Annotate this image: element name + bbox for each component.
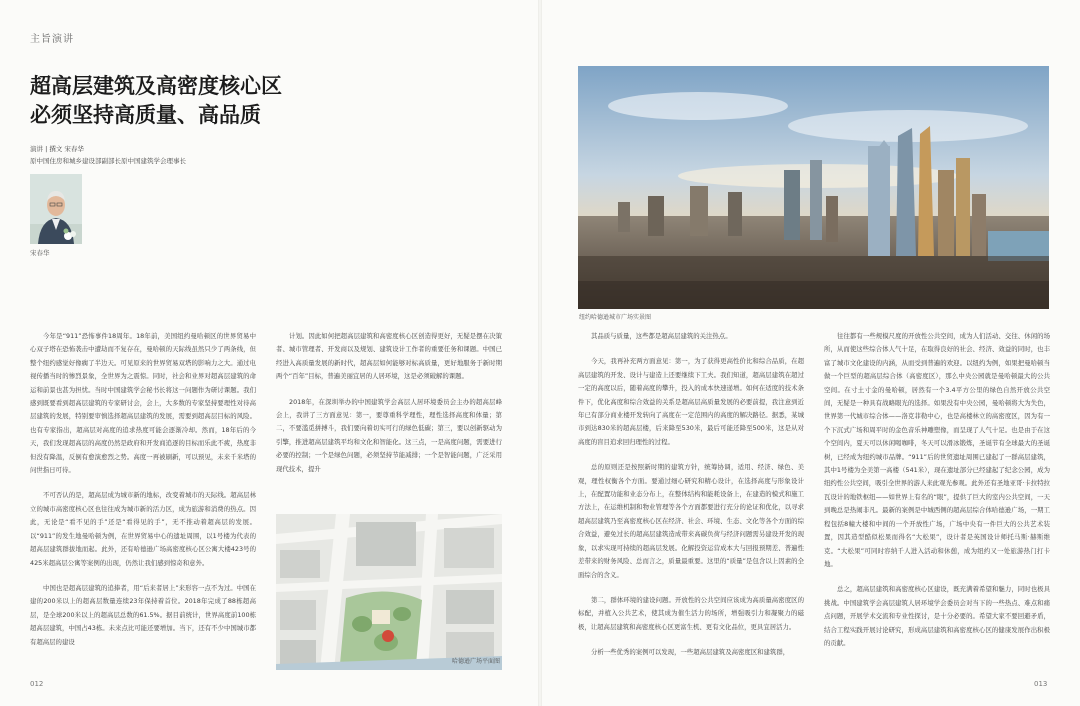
page-number-left: 012	[30, 680, 44, 688]
paragraph: 2018年，在深圳举办的中国建筑学会高层人居环境委员会主办的超高层峰会上，我讲了三方面意见：第一，要尊重科学理性，理性选择高度和体量；第二，不要滥觅拼搏斗，我们要向着切实可行的绿色低碳；第三，要以创新驱动为引擎，推进超高层建筑平均和文化和智能化。这三点，一是高度问题，需要进行必要的控制；一个是绿色问题，必须坚持节能减排；一个是智能问题，广泛采用现代技术，提升	[276, 397, 502, 473]
city-skyline-photo	[578, 66, 1049, 309]
article-title	[30, 72, 282, 130]
text-column-3	[578, 330, 804, 672]
paragraph: 往往都有一些规模尺度的开放性公共空间，成为人们活动、交往、休闲的场所，从而使这些综合体人气十足，在取得良好的社会、经济、效益的同时，也丰富了城市文化建设的内涵，从而受到普遍的欢迎。以纽约为例，如果把曼哈顿当做一个巨型的超高层综合体（高密度区），那么中央公园就是曼哈顿最大的公共空间。在寸土寸金的曼哈顿，居然有一个3.4平方公里的绿色自然开放公共空间，无疑是一种具有战略眼光的选择。如果没有中央公园，曼哈顿将大为失色，世界第一代城市综合体——洛克菲勒中心，也是高楼林立的高密度区，因为有一个下沉式广场和周平时的金色音乐神雕塑像，而呈现了人气十足。也是由于在这个空间内，夏天可以休闲喝咖啡，冬天可以滑冰锻炼，圣诞节有全球最大的圣诞树，已经成为纽约城市品牌。“911”后的世贸遗址周围已建起了一群高层建筑，其中1号楼为全美第一高楼（541米），现在遗址部分已经建起了纪念公园，成为纽约性公共空间，吸引全世界的游人来此观光参观。此外还有圣地亚哥·卡拉特拉瓦设计的地铁枢纽——如世界上有名的“眼”，提供了巨大的室内公共空间，一天到晚总是热闹非凡。最新的案例是中城西侧的超高层综合体哈德逊广场，一期工程包括8幢大楼和中间的一个开放性广场，广场中央有一件巨大的公共艺术装置，因其造型酷似松果而得名“大松果”，设计者是英国设计师托马斯·赫斯维克。“大松果”可同时容纳千人进入活动和休憩，成为纽约又一处旅游热门打卡地。	[824, 332, 1050, 568]
paragraph: 今天，我再补充两方面意见：第一，为了获得更高性价比和综合品质，在超高层建筑的开发、设计与建造上还要继续下工夫。我们知道，超高层建筑在超过一定的高度以后，随着高度的攀升，投入的成本快速递增。如何在适度的技术条件下，优化高度和综合效益的关系是超高层高质量发展的必要前提，我注意到近年已有部分商业楼开发转向了高度在一定范围内的高度的解决路径。据悉，某城市到达830米的超高层楼，后来降至530米，最后可能还降至500米，这是从对高度的盲目追求回归理性的过程。	[578, 357, 804, 446]
title-line-1: 超高层建筑及高密度核心区	[30, 74, 282, 98]
paragraph: 计划。因此如何把超高层建筑和高密度核心区创造得更好，无疑是摆在决策者、城市管理者、开发商以及规划、建筑设计工作者的重要任务和课题。中国已经进入高质量发展的新时代，超高层如何能够对标高质量，更好地服务于新时期两个“百年”目标，普遍美丽宜居的人居环境，这是必须破解的课题。	[276, 332, 502, 381]
paragraph: 中国也是超高层建筑的追捧者，用“后来者居上”来形容一点不为过。中国在建的200米以上的超高层数量连续23年保持着首位。2018年完成了88栋超高层，是全球200米以上的超高层总数的61.5%。据目前统计，世界高度前100栋超高层建筑，中国占43栋。未来点比可能还要增加。当下，还有不少中国城市都有超高层的建设	[30, 583, 256, 646]
byline-author: 演讲 | 撰文 宋春华	[30, 145, 84, 153]
byline	[30, 143, 186, 167]
paragraph: 今年是“911”恐怖事件18周年。18年前，美国纽约曼哈顿区的世界贸易中心双子塔在恐怖袭击中遭劫而不复存在，曼哈顿的天际线虽然只少了两条线，但整个纽约感觉好像瘸了半边天。可见原来的世界贸易双塔的影响力之大。通过电视传播当时的惨烈景象，全世界为之震惊。同时，社会和业界对超高层建筑的命运和前景也甚为担忧。当时中国建筑学会秘书长将这一问题作为研讨课题。我们感到既要看到超高层建筑的专家研讨会，会上，大多数的专家坚持要理性对待高层建筑的发展，特别要审慎选择超高层建筑的发展，需要到超高层目标的风险。也有专家指出，超高层对高度的追求热度可能会逐渐冷却。然而，18年后的今天，我们发现超高层的高度仍然是政府和开发商追逐的目标而乐此不疲，热度非但没有降温，反倒有愈演愈烈之势。高度一再被刷新，可以预见，未来千米塔的问世指日可待。	[30, 332, 256, 475]
title-line-2: 必须坚持高质量、高品质	[30, 103, 261, 127]
text-column-4	[824, 330, 1050, 662]
section-label: 主旨演讲	[30, 34, 74, 45]
text-column-2	[276, 330, 502, 488]
map-caption: 哈德逊广场平面图	[452, 658, 501, 665]
site-plan-map	[276, 514, 502, 670]
paragraph: 总之，超高层建筑和高密度核心区建设，既充满着希望和魅力，同时也极具挑战。中国建筑学会高层建筑人居环境学会委员会对当下的一些热点、难点和痛点问题，开展学术交流和专业性探讨，是十分必要的。希望大家不要回避矛盾，结合工程实践开展讨论研究，形成高层建筑和高密度核心区的健康发展作出积极的贡献。	[824, 585, 1050, 647]
author-portrait	[30, 174, 82, 244]
page-number-right: 013	[1034, 680, 1048, 688]
photo-caption: 纽约哈德逊城市广场实景图	[579, 314, 652, 321]
paragraph: 分析一些优秀的案例可以发现，一些超高层建筑及高密度区和建筑群，	[591, 648, 790, 657]
page-gutter	[538, 0, 542, 706]
paragraph: 第二，群体环境的建设问题。开放性的公共空间应该成为高质量高密度区的标配，并植入公共艺术，使其成为催生活力的场所，增强吸引力和凝聚力的磁极，让超高层建筑和高密度核心区更富生机、更有文化品位，更具宜居活力。	[578, 595, 804, 631]
paragraph: 其品质与质量，这些都是超高层建筑的关注热点。	[591, 332, 732, 340]
text-column-1	[30, 330, 256, 661]
byline-role: 原中国住房和城乡建设部副部长原中国建筑学会理事长	[30, 157, 186, 165]
paragraph: 总的原则还是按照新时期的建筑方针，统筹协调，适用、经济、绿色、美观，理性权衡各个方面。要通过细心研究和精心设计，在选择高度与形象设计上，在配置功能和业态分布上，在整体结构和能耗设备上，在建造的模式和施工方法上，在运维机制和物业管理等各个方面都要进行充分的论证和优化，以寻求超高层建筑乃至高密度核心区在经济、社会、环境、生态、文化等各个方面的综合效益，避免过长的超高层建筑造成带来高碳负荷与经济问题需另建设开发的现象，以求实现可持续的超高层发展。化解投资运营成本大与回报预期差、普遍性差带来的财务风险、总而言之，质量最重要。这里的“质量”是包含以上因素的全面综合的含义。	[578, 463, 804, 579]
portrait-caption: 宋春华	[30, 249, 50, 257]
paragraph: 不可否认的是，超高层成为城市新的地标，改变着城市的天际线。超高层林立的城市高密度核心区也往往成为城市新的活力区，成为旅游和消费的热点。因此，无论是“看不见的手”还是“看得见的手”，无不推动着超高层的发展。以“911”的发生地曼哈顿为例，在世界贸易中心的遗址周围，以1号楼为代表的超高层建筑群拔地而起。此外，还有哈德逊广场高密度核心区公寓大楼423号的425米超高层公寓等案例的出现，仍然让我们感到惊奇和意外。	[30, 491, 256, 567]
